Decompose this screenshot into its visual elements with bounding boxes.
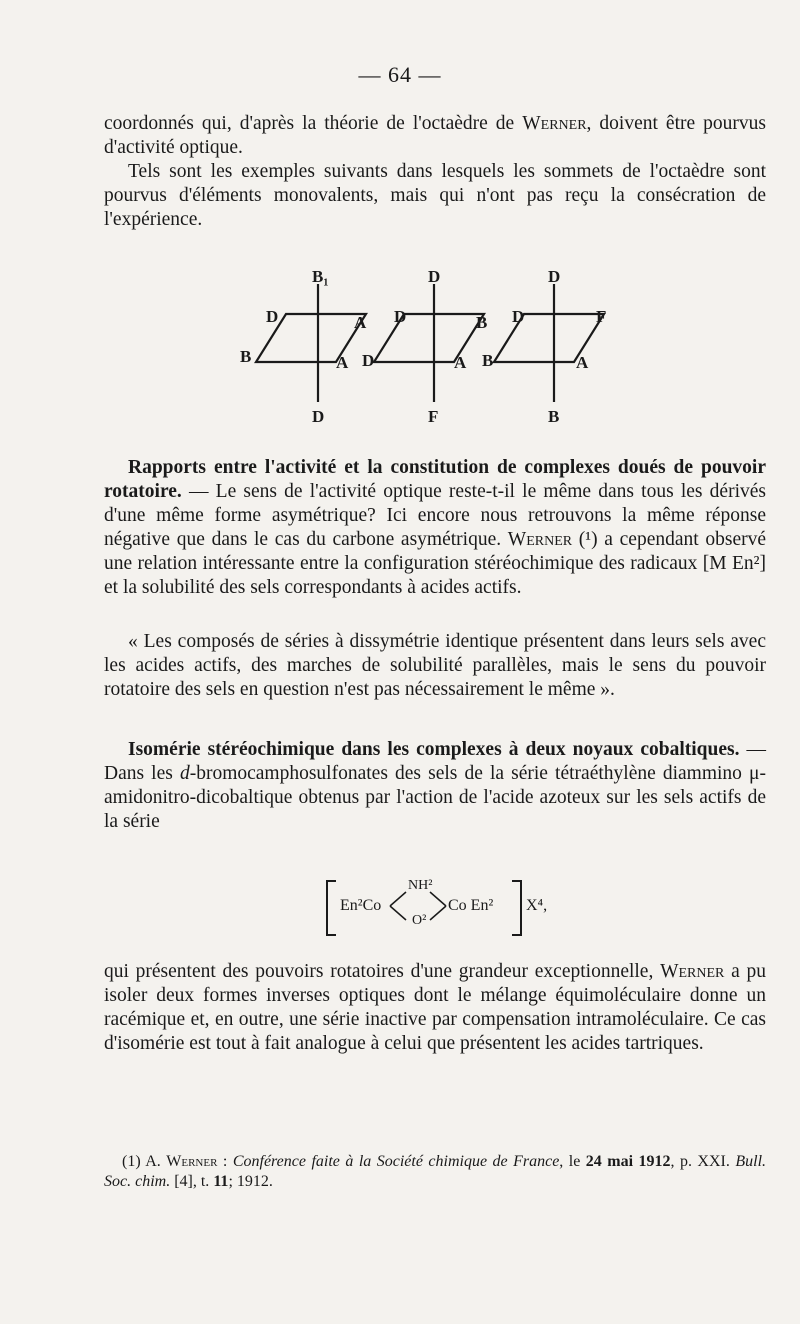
- paragraph-intro: [104, 112, 766, 160]
- vertex-label: D: [266, 307, 279, 326]
- vertex-label: A: [354, 313, 367, 332]
- vertex-label: B: [240, 347, 252, 366]
- vertex-label: A: [576, 353, 589, 372]
- text-run: (¹) a cependant observé une relation intéressante entre la configuration stéréochimique des radicaux [M En²] et la solubilité des sels correspondants à acides actifs.: [104, 529, 767, 598]
- text-run: — Le sens de l'activité optique reste-t-il le même dans tous les dérivés d'une même forme asymétrique? Ici encore nous retrouvons la même réponse négative que dans le cas du carbone asymétrique.: [104, 481, 766, 550]
- text-run: coordonnés qui, d'après la théorie de l'octaèdre de: [104, 113, 523, 134]
- vertex-label: D: [548, 267, 561, 286]
- author-name: Werner: [522, 113, 587, 134]
- text-run: qui présentent des pouvoirs rotatoires d'une grandeur exceptionnelle,: [104, 961, 661, 982]
- paragraph-isomerie: [104, 738, 766, 834]
- vertex-label: F: [428, 407, 439, 426]
- page-number: — 64 —: [358, 62, 442, 87]
- paragraph-text: « Les composés de séries à dissymétrie identique présentent dans leurs sels avec les acides actifs, des marches de solubilité parallèles, mais le sens du pouvoir rotatoire des sels en question n'est pas nécessairement le même ».: [104, 631, 766, 700]
- author-name: Werner: [660, 961, 725, 982]
- vertex-label: D: [428, 267, 441, 286]
- bracket-right: [512, 880, 522, 936]
- vertex-label: D: [362, 351, 375, 370]
- text-run: d: [179, 763, 190, 784]
- text-run: , p. XXI.: [670, 1153, 736, 1170]
- vertex-label: B: [548, 407, 560, 426]
- citation-date: 24 mai 1912: [585, 1153, 671, 1170]
- octahedron-figures: [226, 262, 626, 432]
- vertex-label: D: [394, 307, 407, 326]
- text-run: :: [217, 1153, 233, 1170]
- vertex-label: A: [454, 353, 467, 372]
- text-run: [4], t.: [170, 1173, 214, 1190]
- formula-left: En²Co: [340, 897, 382, 914]
- paragraph-rapports: [104, 456, 766, 600]
- text-run: (1) A.: [122, 1153, 167, 1170]
- formula-anion: X⁴,: [526, 897, 548, 914]
- author-name: Werner: [507, 529, 573, 550]
- formula-bridge-top: NH²: [408, 878, 433, 893]
- paragraph-text: Tels sont les exemples suivants dans lesquels les sommets de l'octaèdre sont pourvus d'éléments monovalents, mais qui n'ont pas reçu la consécration de l'expérience.: [104, 161, 766, 230]
- text-run: — Dans les: [104, 739, 767, 784]
- section-heading: Rapports entre l'activité et la constitution de complexes doués de pouvoir rotatoire.: [104, 457, 766, 502]
- paragraph-examples: [104, 160, 766, 232]
- vertex-label: B: [476, 313, 488, 332]
- vertex-label: F: [596, 307, 607, 326]
- paragraph-quote: [104, 630, 766, 702]
- vertex-label: D: [512, 307, 525, 326]
- vertex-label: B₁: [312, 267, 329, 286]
- citation-journal: Bull. Soc. chim.: [104, 1153, 767, 1190]
- citation-volume: 11: [213, 1173, 229, 1190]
- footnote: [104, 1152, 766, 1192]
- vertex-label: B: [482, 351, 494, 370]
- bracket-left: [326, 880, 336, 936]
- text-run: , doivent être pourvus d'activité optique.: [104, 113, 767, 158]
- text-run: -bromocamphosulfonates des sels de la série tétraéthylène diammino μ-amidonitro-dicobaltique obtenus par l'action de l'acide azoteux sur les sels actifs de la série: [104, 763, 766, 832]
- formula-bridge-bottom: O²: [412, 913, 427, 928]
- paragraph-conclusion: [104, 960, 766, 1056]
- formula-right: Co En²: [448, 897, 494, 914]
- text-run: a pu isoler deux formes inverses optiques dont le mélange équimoléculaire donne un racémique et, en outre, une série inactive par compensation intramoléculaire. Ce cas d'isomérie est tout à fait analogue à celui que présentent les acides tartriques.: [104, 961, 766, 1054]
- citation-title: Conférence faite à la Société chimique de France: [232, 1153, 560, 1170]
- section-heading: Isomérie stéréochimique dans les complexes à deux noyaux cobaltiques.: [128, 739, 740, 760]
- text-run: , le: [559, 1153, 586, 1170]
- author-name: Werner: [166, 1153, 218, 1170]
- text-run: ; 1912.: [228, 1173, 273, 1190]
- chemical-formula: [326, 880, 546, 934]
- vertex-label: D: [312, 407, 325, 426]
- vertex-label: A: [336, 353, 349, 372]
